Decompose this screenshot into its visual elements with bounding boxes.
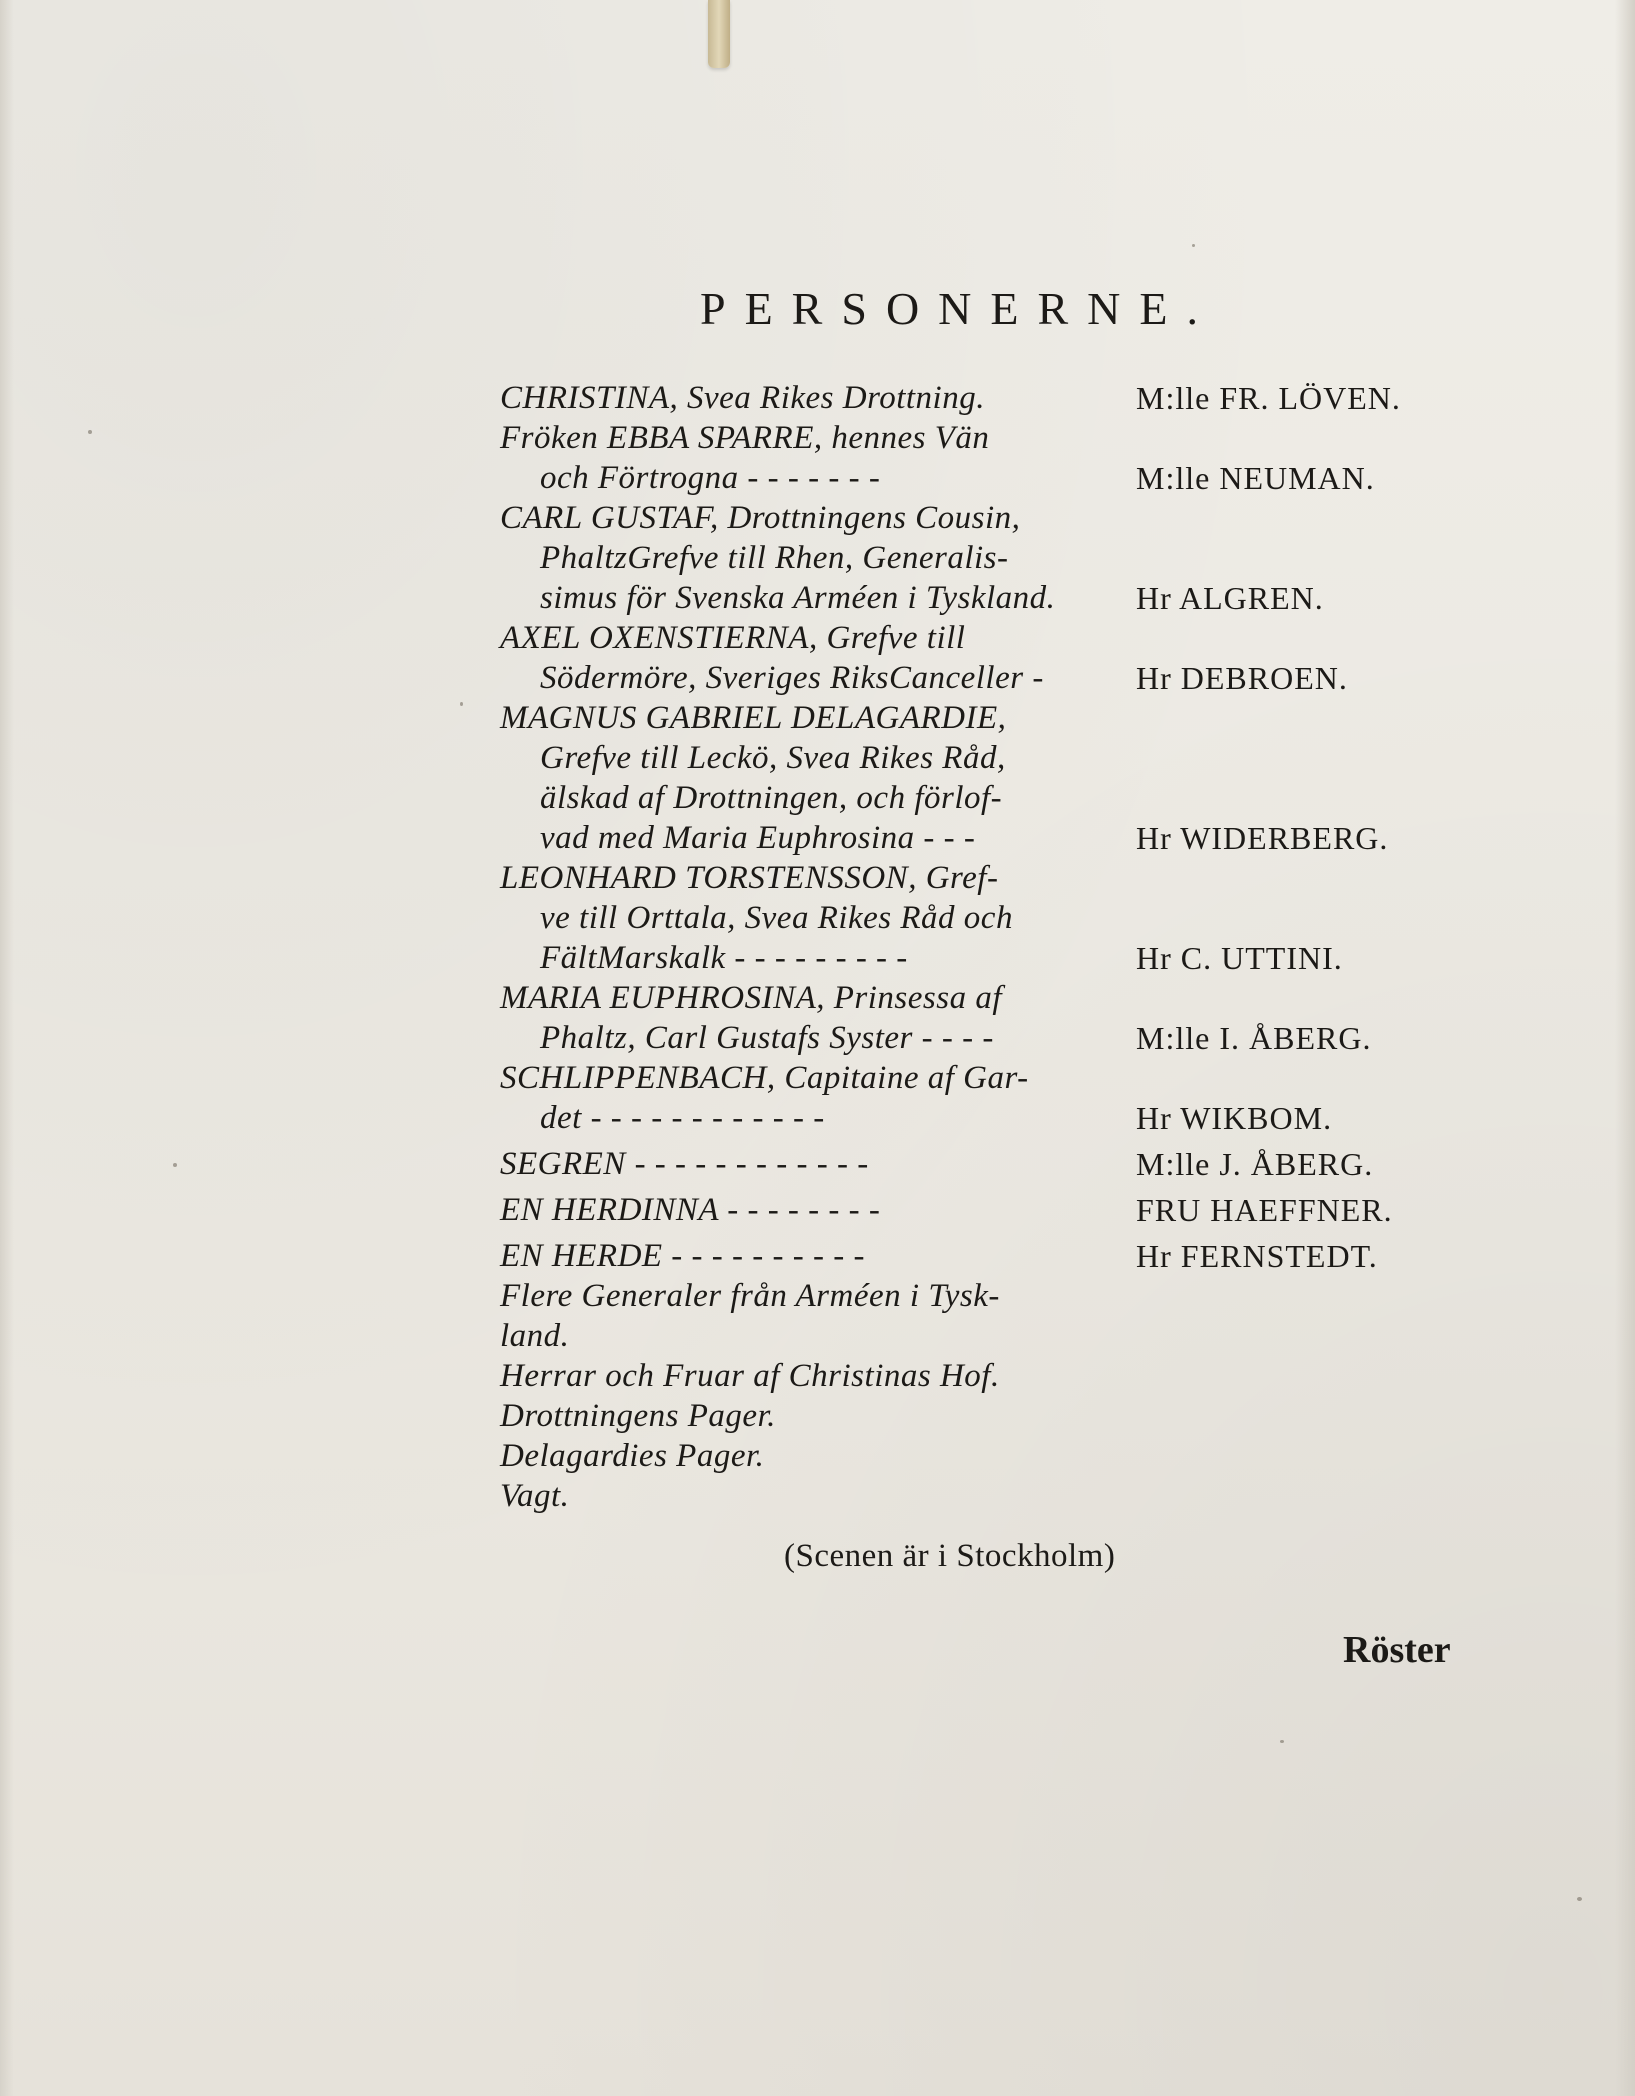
- role-line: Delagardies Pager.: [500, 1438, 765, 1474]
- role-line: Vagt.: [500, 1478, 570, 1514]
- cast-row: [500, 658, 1500, 698]
- role-line: Flere Generaler från Arméen i Tysk-: [500, 1278, 1000, 1314]
- cast-row: [500, 858, 1500, 898]
- role-line: simus för Svenska Arméen i Tyskland.: [540, 580, 1056, 616]
- cast-row: [500, 618, 1500, 658]
- cast-row: [500, 1098, 1500, 1138]
- role-line: Fröken EBBA SPARRE, hennes Vän: [500, 420, 990, 456]
- cast-row: [500, 818, 1500, 858]
- actor-name: Hr FERNSTEDT.: [1136, 1238, 1378, 1274]
- role-line: CHRISTINA, Svea Rikes Drottning.: [500, 380, 985, 416]
- paper-speck: [173, 1163, 177, 1167]
- cast-row: [500, 1190, 1500, 1230]
- role-line: LEONHARD TORSTENSSON, Gref-: [500, 860, 999, 896]
- role-line: MAGNUS GABRIEL DELAGARDIE,: [500, 700, 1007, 736]
- paper-speck: [460, 702, 463, 706]
- role-line: CARL GUSTAF, Drottningens Cousin,: [500, 500, 1021, 536]
- catchword: Röster: [1343, 1629, 1451, 1671]
- actor-name: Hr WIKBOM.: [1136, 1100, 1333, 1136]
- actor-name: M:lle NEUMAN.: [1136, 460, 1375, 496]
- cast-list: [500, 378, 1500, 1516]
- cast-row: [500, 1236, 1500, 1276]
- cast-row: [500, 418, 1500, 458]
- paper-speck: [88, 430, 92, 434]
- actor-name: Hr DEBROEN.: [1136, 660, 1348, 696]
- actor-name: Hr ALGREN.: [1136, 580, 1324, 616]
- cast-row: [500, 538, 1500, 578]
- actor-name: FRU HAEFFNER.: [1136, 1192, 1393, 1228]
- role-line: Herrar och Fruar af Christinas Hof.: [500, 1358, 1000, 1394]
- role-line: ve till Orttala, Svea Rikes Råd och: [540, 900, 1013, 936]
- cast-row: [500, 1356, 1500, 1396]
- actor-name: M:lle FR. LÖVEN.: [1136, 380, 1401, 416]
- cast-row: [500, 738, 1500, 778]
- cast-row: [500, 1436, 1500, 1476]
- cast-row: [500, 898, 1500, 938]
- role-line: SEGREN - - - - - - - - - - - -: [500, 1146, 869, 1182]
- role-line: PhaltzGrefve till Rhen, Generalis-: [540, 540, 1009, 576]
- role-line: det - - - - - - - - - - - -: [540, 1100, 825, 1136]
- role-line: EN HERDE - - - - - - - - - -: [500, 1238, 865, 1274]
- role-line: Phaltz, Carl Gustafs Syster - - - -: [540, 1020, 994, 1056]
- role-line: SCHLIPPENBACH, Capitaine af Gar-: [500, 1060, 1029, 1096]
- page-title: PERSONERNE.: [700, 283, 1217, 334]
- role-line: Grefve till Leckö, Svea Rikes Råd,: [540, 740, 1006, 776]
- role-line: EN HERDINNA - - - - - - - -: [500, 1192, 881, 1228]
- cast-row: [500, 458, 1500, 498]
- role-line: Södermöre, Sveriges RiksCanceller -: [540, 660, 1044, 696]
- actor-name: Hr WIDERBERG.: [1136, 820, 1389, 856]
- cast-row: [500, 1018, 1500, 1058]
- role-line: Drottningens Pager.: [500, 1398, 776, 1434]
- paper-speck: [1192, 244, 1195, 247]
- role-line: vad med Maria Euphrosina - - -: [540, 820, 976, 856]
- cast-row: [500, 1476, 1500, 1516]
- actor-name: M:lle J. ÅBERG.: [1136, 1146, 1374, 1182]
- cast-row: [500, 1276, 1500, 1316]
- cast-row: [500, 978, 1500, 1018]
- cast-row: [500, 578, 1500, 618]
- page-edge-right: [1615, 0, 1635, 2096]
- role-line: land.: [500, 1318, 570, 1354]
- page-edge-left: [0, 0, 14, 2096]
- cast-row: [500, 938, 1500, 978]
- cast-row: [500, 498, 1500, 538]
- role-line: och Förtrogna - - - - - - -: [540, 460, 881, 496]
- actor-name: Hr C. UTTINI.: [1136, 940, 1343, 976]
- paper-speck: [1577, 1897, 1582, 1901]
- cast-row: [500, 1058, 1500, 1098]
- cast-row: [500, 1316, 1500, 1356]
- role-line: AXEL OXENSTIERNA, Grefve till: [500, 620, 966, 656]
- binding-thread: [708, 0, 730, 68]
- cast-row: [500, 1396, 1500, 1436]
- cast-row: [500, 778, 1500, 818]
- cast-row: [500, 698, 1500, 738]
- role-line: FältMarskalk - - - - - - - - -: [540, 940, 908, 976]
- scene-note: (Scenen är i Stockholm): [784, 1538, 1116, 1574]
- paper-speck: [1280, 1740, 1284, 1743]
- cast-row: [500, 1144, 1500, 1184]
- role-line: MARIA EUPHROSINA, Prinsessa af: [500, 980, 1002, 1016]
- cast-row: [500, 378, 1500, 418]
- actor-name: M:lle I. ÅBERG.: [1136, 1020, 1372, 1056]
- role-line: älskad af Drottningen, och förlof-: [540, 780, 1003, 816]
